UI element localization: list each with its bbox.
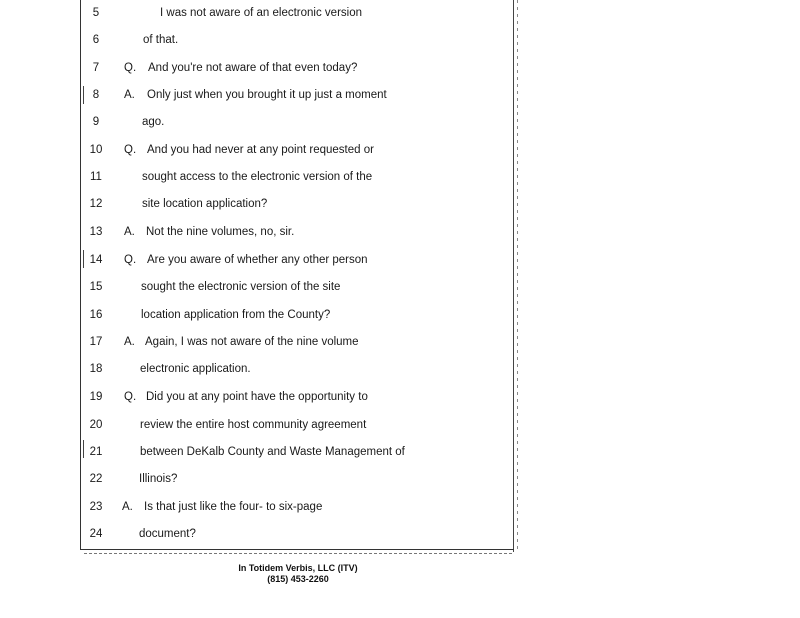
line-text: Illinois? <box>139 473 178 485</box>
line-number: 18 <box>89 363 103 375</box>
line-text: Again, I was not aware of the nine volume <box>145 336 359 348</box>
line-number: 24 <box>89 528 103 540</box>
speaker-label: A. <box>124 336 135 348</box>
line-text: And you're not aware of that even today? <box>148 62 358 74</box>
line-number: 23 <box>89 501 103 513</box>
line-text: Did you at any point have the opportunity to <box>146 391 368 403</box>
speaker-label: Q. <box>124 62 137 74</box>
speaker-label: Q. <box>124 254 137 266</box>
speaker-label: A. <box>124 226 135 238</box>
line-number: 14 <box>89 254 103 266</box>
line-text: between DeKalb County and Waste Management of <box>140 446 405 458</box>
line-text: review the entire host community agreement <box>140 419 367 431</box>
line-number: 13 <box>89 226 103 238</box>
line-text: electronic application. <box>140 363 251 375</box>
line-text: sought access to the electronic version of the <box>142 171 373 183</box>
line-text: Is that just like the four- to six-page <box>144 501 323 513</box>
line-number: 9 <box>92 116 100 128</box>
line-number: 7 <box>92 62 100 74</box>
page-border-left <box>80 0 81 550</box>
line-number: 8 <box>92 89 100 101</box>
footer-company: In Totidem Verbis, LLC (ITV) <box>238 563 358 573</box>
line-number: 10 <box>89 144 103 156</box>
line-text: site location application? <box>142 198 268 210</box>
line-text: Only just when you brought it up just a moment <box>147 89 387 101</box>
speaker-label: A. <box>124 89 135 101</box>
line-number: 15 <box>89 281 103 293</box>
footer-phone: (815) 453-2260 <box>267 574 329 584</box>
page-border-right <box>513 0 514 552</box>
speaker-label: A. <box>122 501 133 513</box>
line-number: 5 <box>92 7 100 19</box>
line-text: I was not aware of an electronic version <box>160 7 362 19</box>
line-number: 20 <box>89 419 103 431</box>
line-text: And you had never at any point requested or <box>147 144 374 156</box>
speaker-label: Q. <box>124 391 137 403</box>
line-number: 21 <box>89 446 103 458</box>
speaker-label: Q. <box>124 144 137 156</box>
line-text: Are you aware of whether any other person <box>147 254 368 266</box>
line-text: sought the electronic version of the site <box>141 281 341 293</box>
page-border-right-dashed <box>517 0 518 552</box>
line-number: 12 <box>89 198 103 210</box>
line-text: document? <box>139 528 196 540</box>
line-number: 22 <box>89 473 103 485</box>
line-text: of that. <box>143 34 179 46</box>
line-text: location application from the County? <box>141 309 331 321</box>
line-number: 6 <box>92 34 100 46</box>
line-text: Not the nine volumes, no, sir. <box>146 226 295 238</box>
line-number: 16 <box>89 309 103 321</box>
line-number: 17 <box>89 336 103 348</box>
line-text: ago. <box>142 116 165 128</box>
page-border-bottom <box>80 549 514 550</box>
page-border-bottom-dashed <box>84 553 514 554</box>
line-number: 11 <box>90 171 102 183</box>
line-number: 19 <box>89 391 103 403</box>
